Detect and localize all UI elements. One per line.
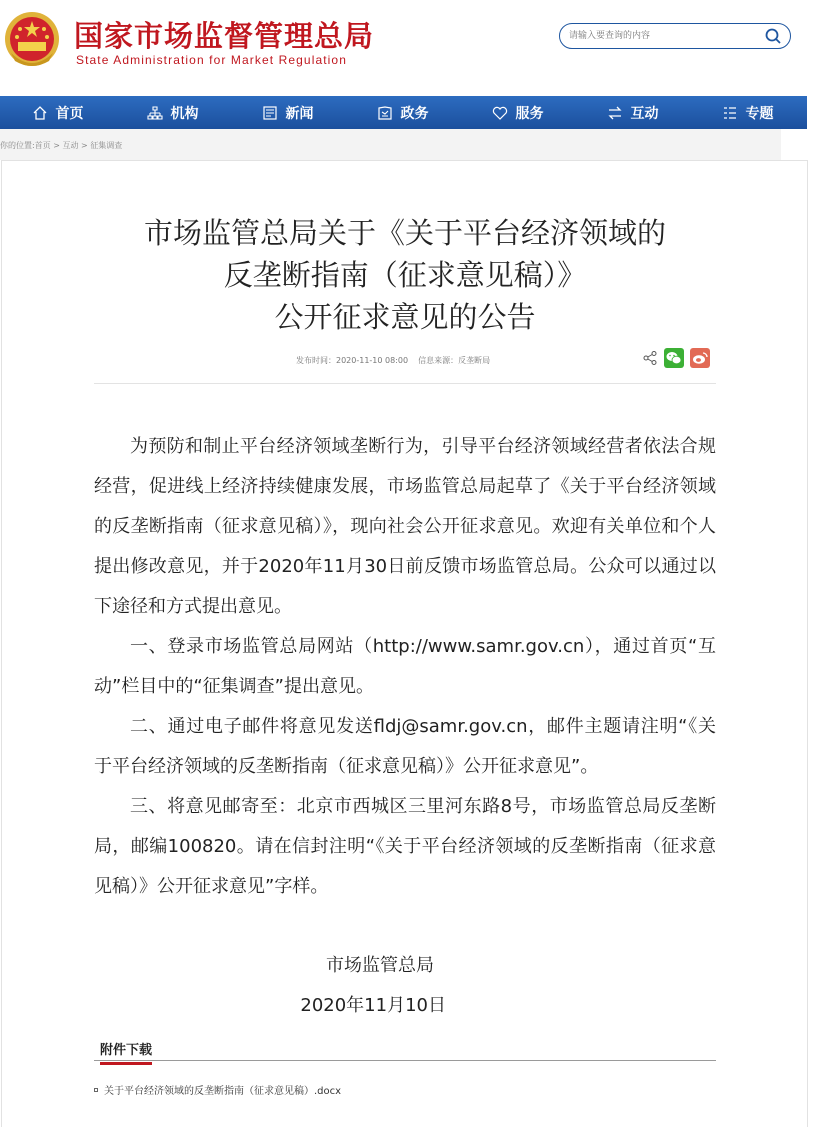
nav-item-news[interactable]: [230, 96, 345, 129]
topic-icon: [722, 105, 738, 121]
title-line: 公开征求意见的公告: [274, 300, 536, 334]
attachment-title: 附件下载: [100, 1039, 152, 1065]
gov-icon: [377, 105, 393, 121]
nav-item-topic[interactable]: [690, 96, 805, 129]
news-icon: [262, 105, 278, 121]
share-icon[interactable]: [642, 350, 658, 366]
breadcrumb-interact[interactable]: 互动: [62, 141, 79, 150]
info-source: 信息来源：反垄断局: [418, 356, 491, 365]
national-emblem-icon[interactable]: [3, 9, 61, 71]
heart-icon: [492, 105, 508, 121]
org-icon: [147, 105, 163, 121]
nav-item-label: 政务: [400, 105, 429, 122]
breadcrumb-home[interactable]: 首页: [34, 141, 51, 150]
share-bar: [642, 348, 710, 368]
attachment-filename[interactable]: 关于平台经济领域的反垄断指南（征求意见稿）.docx: [104, 1086, 342, 1097]
nav-item-label: 新闻: [285, 105, 314, 122]
attachment-header: [94, 1038, 716, 1061]
article-paragraph: 为预防和制止平台经济领域垄断行为，引导平台经济领域经营者依法合规经营，促进线上经济持续健康发展，市场监管总局起草了《关于平台经济领域的反垄断指南（征求意见稿）》，现向社会公开征求意见。欢迎有关单位和个人提出修改意见，并于2020年11月30日前反馈市场监管总局。公众可以通过以下途径和方式提出意见。: [94, 436, 716, 617]
attachment-link[interactable]: [94, 1082, 341, 1097]
breadcrumb-bar: [0, 129, 781, 160]
nav-item-org[interactable]: [115, 96, 230, 129]
nav-item-home[interactable]: [0, 96, 115, 129]
nav-item-label: 机构: [170, 105, 199, 122]
signature-org: 市场监管总局: [326, 955, 434, 976]
nav-item-label: 服务: [515, 105, 544, 122]
nav-item-label: 互动: [630, 105, 659, 122]
article-meta: [296, 355, 490, 366]
breadcrumb: [0, 140, 122, 151]
article-body: [94, 427, 716, 907]
breadcrumb-separator: >: [50, 141, 63, 150]
brand-name-en: State Administration for Market Regulation: [76, 53, 347, 67]
weibo-share-button[interactable]: [690, 348, 710, 368]
nav-item-service[interactable]: [460, 96, 575, 129]
search-icon[interactable]: [764, 27, 782, 45]
signature-date: 2020年11月10日: [300, 995, 446, 1016]
nav-item-interact[interactable]: [575, 96, 690, 129]
bullet-icon: [94, 1088, 98, 1092]
wechat-icon: [666, 351, 682, 365]
article-title: [94, 212, 716, 338]
title-line: 市场监管总局关于《关于平台经济领域的: [143, 216, 666, 250]
nav-item-label: 首页: [55, 105, 84, 122]
breadcrumb-prefix: 你的位置:: [0, 141, 35, 150]
main-nav: [0, 96, 807, 129]
site-header: [0, 0, 828, 96]
home-icon: [32, 105, 48, 121]
article-paragraph: 二、通过电子邮件将意见发送fldj@samr.gov.cn，邮件主题请注明“《关于平台经济领域的反垄断指南（征求意见稿）》公开征求意见”。: [94, 716, 716, 777]
search-box: [559, 23, 791, 49]
nav-item-gov[interactable]: [345, 96, 460, 129]
title-divider: [94, 383, 716, 384]
breadcrumb-survey[interactable]: 征集调查: [90, 141, 123, 150]
brand-name-cn[interactable]: 国家市场监督管理总局: [74, 19, 375, 53]
article-paragraph: 三、将意见邮寄至：北京市西城区三里河东路8号，市场监管总局反垄断局，邮编100820。请在信封注明“《关于平台经济领域的反垄断指南（征求意见稿）》公开征求意见”字样。: [94, 796, 716, 897]
publish-time: 发布时间：2020-11-10 08:00: [296, 356, 409, 365]
exchange-icon: [607, 105, 623, 121]
nav-item-label: 专题: [745, 105, 774, 122]
wechat-share-button[interactable]: [664, 348, 684, 368]
breadcrumb-separator: >: [78, 141, 91, 150]
article-paragraph: 一、登录市场监管总局网站（http://www.samr.gov.cn），通过首页“互动”栏目中的“征集调查”提出意见。: [94, 636, 716, 697]
title-line: 反垄断指南（征求意见稿）》: [223, 258, 587, 292]
weibo-icon: [692, 351, 708, 365]
search-input[interactable]: [569, 27, 754, 45]
